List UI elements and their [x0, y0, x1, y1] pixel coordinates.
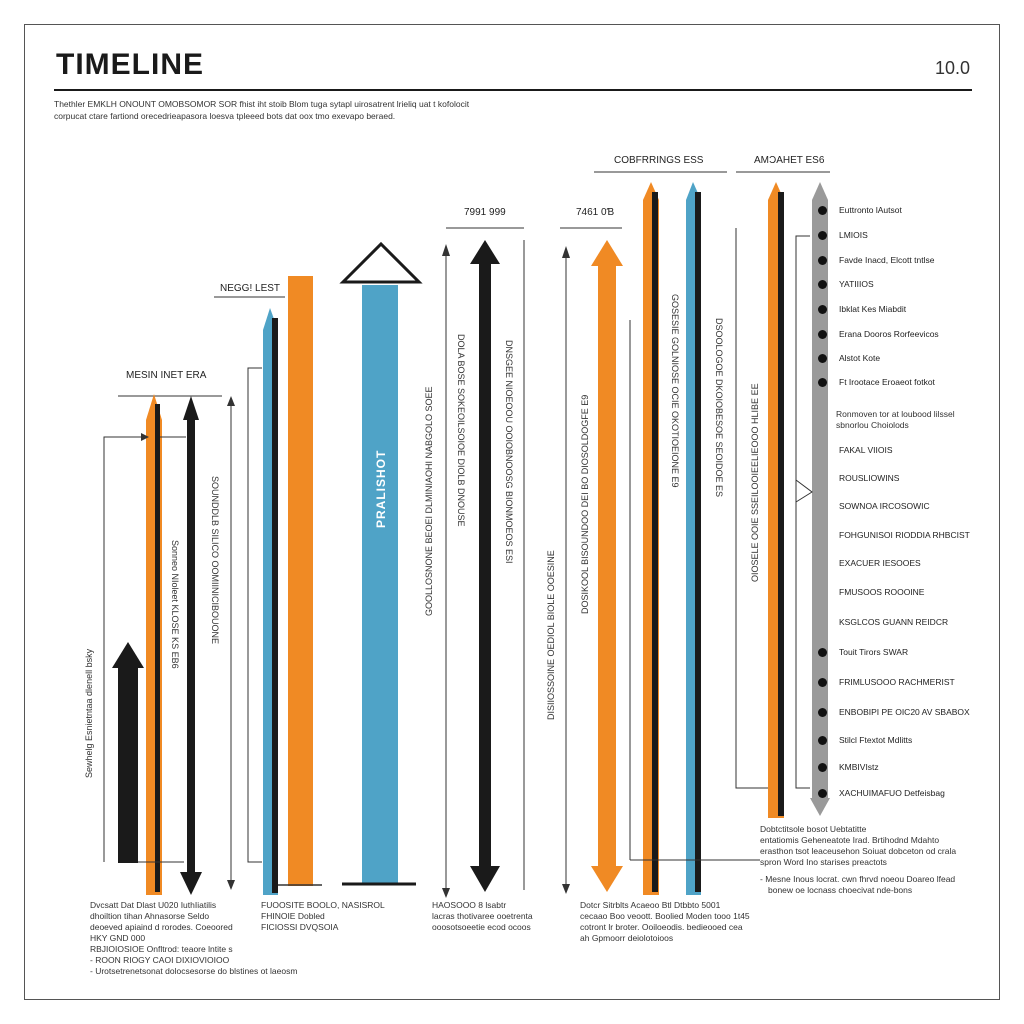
bullet-icon — [818, 446, 827, 455]
vertical-text-5: DOLA BOSE SOKEOILSOIOE DIOLB DNOUSE — [456, 334, 466, 527]
group-5-label: COBFRRINGS ESS — [614, 155, 704, 166]
note-block-1: Dvcsatt Dat Dlast U020 IuthIiatilis dhoiltion tihan Ahnasorse Seldo deoeved apiaind d rorodes. Coeoored HKY GND 000 RBJIOIOSIOE Onfltrod: teaore lntite s - ROON RIOGY CAOI DIXIOVIOIOO - Urotsetrenetsonat dolocsesorse do blstines ot laeosm — [90, 900, 298, 976]
group-3-label: 7991 999 — [464, 207, 506, 218]
bullet-icon — [818, 474, 827, 483]
black-up-arrow-head — [112, 642, 144, 668]
vertical-text-9: GOSESIE GOLNIOSE OCIE OKOTIOEIONE E9 — [670, 294, 680, 488]
bullet-icon — [818, 305, 827, 314]
bullet-icon — [818, 502, 827, 511]
bullet-icon — [818, 231, 827, 240]
bullet-icon — [818, 618, 827, 627]
vertical-text-3: SOUNDDLB SILICO OOMIINICIBOUONE — [210, 476, 220, 645]
group-5-shapes — [594, 172, 760, 895]
group-2-shapes — [214, 244, 419, 895]
legend-item: Touit Tirors SWAR — [818, 647, 908, 661]
legend-item: FAKAL VIIOIS — [818, 445, 893, 459]
vertical-text-2: Sonneo NIoleet KLOSE KS EB6 — [170, 540, 180, 669]
legend-item: LMIOIS — [818, 230, 868, 244]
bullet-icon — [818, 256, 827, 265]
orange-main-bar — [598, 262, 616, 872]
legend-item: FMUSOOS ROOOINE — [818, 587, 924, 601]
intro-line-1: Thethler EMKLH ONOUNT OMOBSOMOR SOR fhist iht stoib Blom tuga sytapl uirosatrent lrieliq uat t kofolocit — [54, 99, 470, 109]
legend-item: YATIIIOS — [818, 279, 874, 293]
legend-item: XACHUIMAFUO Detfeisbag — [818, 788, 945, 802]
orange-bar-2 — [288, 276, 313, 886]
orange-bar-1-edge — [155, 404, 160, 892]
legend-item: Euttronto lAutsot — [818, 205, 902, 219]
legend-item: ENBOBIPI PE OIC20 AV SBABOX — [818, 707, 970, 721]
black-bar-1 — [187, 420, 195, 875]
legend-item: Ft Irootace Eroaeot fotkot — [818, 377, 935, 391]
legend-item: Stilcl Ftextot Mdlitts — [818, 735, 912, 749]
group-4-label: 7461 0Ɓ — [576, 207, 615, 218]
note-block-4: Dotcr Sitrblts Acaeoo Btl Dtbbto 5001 cecaao Boo veoott. Boolied Moden tooo 1t45 cotront lr broter. Ooiloeodis. bedieooed cea ah Gpmoorr deiolotoioos — [580, 900, 750, 943]
bullet-icon — [818, 330, 827, 339]
black-up-arrow-body — [118, 668, 138, 863]
vertical-text-10: DSOOLOGOE DKOIOBESOE SEOIDOE ES — [714, 318, 724, 498]
version-label: 10.0 — [934, 58, 970, 78]
legend-item: Ibklat Kes Miabdit — [818, 304, 906, 318]
bullet-icon — [818, 378, 827, 387]
note-block-5: Dobtctitsole bosot Uebtatitte entatiomis Geheneatote Irad. Brtihodnd Mdahto erasthon tsot leaceusehon Soiuat dobceton od crala spron Word Ino starises preactots - Mesne Inous locrat. cwn fhrvd noeou Doareo lfead bonew oe locnass choecivat nde-bons — [760, 824, 957, 895]
legend-item: SOWNOA IRCOSOWIC — [818, 501, 930, 515]
bullet-icon — [818, 280, 827, 289]
legend-item: KMBIVIstz — [818, 762, 879, 776]
note-block-3: HAOSOOO 8 lsabtr lacras thotivaree ooetrenta ooosotsoeetie ecod ocoos — [432, 900, 533, 932]
bullet-icon — [818, 531, 827, 540]
legend-item: KSGLCOS GUANN REIDCR — [818, 617, 948, 631]
vertical-text-4: GOOLLOSNONE BEOEI DLMINIAOHI NABGOLO SOEE — [424, 386, 434, 616]
vertical-text-1: Sewhelg Esnietntaa dlenell bsky — [84, 648, 94, 778]
legend-item: FRIMLUSOOO RACHMERIST — [818, 677, 955, 691]
intro-line-2: corpucat ctare fartiond orecedrieapasora loesva tpleeed bots dat oox tmo exevapo beraed. — [54, 111, 396, 121]
group-4-shapes — [560, 228, 623, 894]
note-block-2: FUOOSITE BOOLO, NASISROL FHINOIE Dobled FICIOSSI DVQSOIA — [261, 900, 385, 932]
blue-bar-label: PRALISHOT — [374, 449, 388, 528]
legend-item: FOHGUNISOI RIODDIA RHBCIST — [818, 530, 970, 544]
group-6-label: AMƆAHET ES6 — [754, 155, 825, 166]
vertical-text-8: DOSIKOOL BISOUNDOO DEI BO DIOSOLDOGFE E9 — [580, 394, 590, 614]
bullet-icon — [818, 354, 827, 363]
bullet-icon — [818, 708, 827, 717]
bullet-icon — [818, 736, 827, 745]
vertical-text-7: DISIIOSSOINE OEDIOL BIOLE OOESINE — [546, 550, 556, 720]
vertical-text-6: DNSGEE NIOEOOU OOIOBNOOSG BIONMOEOS ESI — [504, 340, 514, 564]
bullet-icon — [818, 678, 827, 687]
legend-item: Erana Dooros Rorfeevicos — [818, 329, 939, 343]
group-2-label: NEGG! LEST — [220, 283, 281, 294]
bullet-icon — [818, 789, 827, 798]
legend-item: EXACUER IESOOES — [818, 558, 921, 572]
legend-note: Ronmoven tor at loubood lilssel sbnorlou Choiolods — [836, 409, 955, 430]
bullet-icon — [818, 588, 827, 597]
black-main-bar — [479, 262, 491, 872]
page-title: TIMELINE — [56, 48, 204, 81]
bullet-icon — [818, 559, 827, 568]
group-1-label: MESIN INET ERA — [126, 370, 207, 381]
blue-main-bar — [362, 285, 398, 883]
legend-item: Alstot Kote — [818, 353, 880, 367]
vertical-text-11: OIOSELE OOIE SSEILOOIEELIEOOO HLIBE EE — [750, 383, 760, 582]
bullet-icon — [818, 206, 827, 215]
legend-item: Favde Inacd, Elcott tntlse — [818, 255, 934, 269]
legend-item: ROUSLIOWINS — [818, 473, 899, 487]
bullet-icon — [818, 763, 827, 772]
bullet-icon — [818, 648, 827, 657]
blue-bar-triangle — [343, 244, 419, 282]
